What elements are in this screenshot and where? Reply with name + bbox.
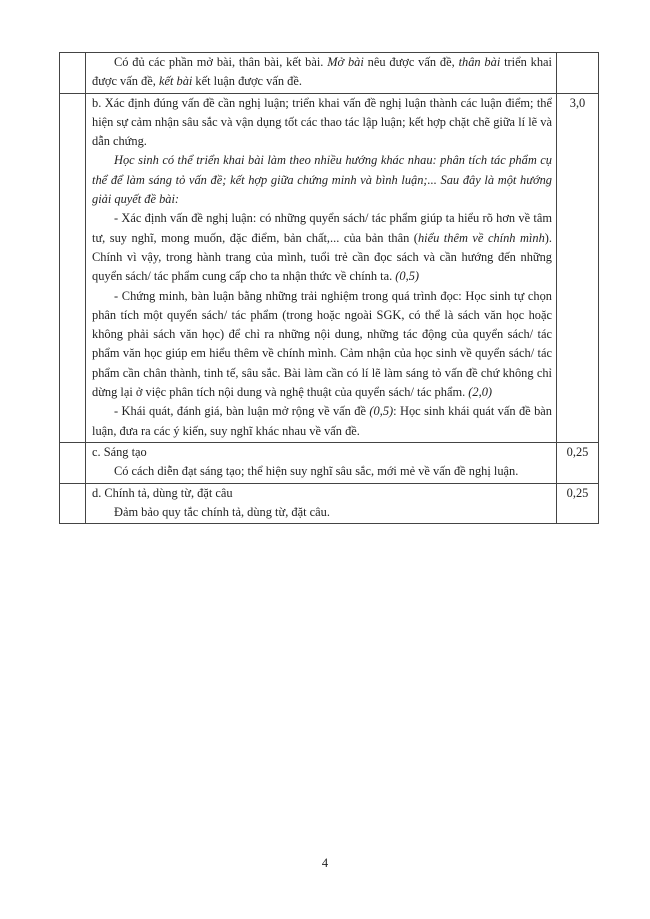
page-number: 4 — [321, 856, 329, 870]
criterion-d-score: 0,25 — [557, 483, 599, 524]
criterion-d-heading: d. Chính tả, dùng từ, đặt câu — [92, 485, 233, 500]
rubric-index-cell — [60, 93, 86, 442]
grading-rubric-table — [59, 52, 599, 524]
rubric-row-d — [60, 483, 599, 524]
rubric-row-b — [60, 93, 599, 442]
structure-criterion-text: Có đủ các phần mở bài, thân bài, kết bài. Mở bài nêu được vấn đề, thân bài triển khai được vấn đề, kết bài kết luận được vấn đề. — [92, 55, 552, 89]
criterion-c-text: Có cách diễn đạt sáng tạo; thể hiện suy nghĩ sâu sắc, mới mẻ về vấn đề nghị luận. — [114, 464, 519, 479]
rubric-row-c — [60, 442, 599, 483]
criterion-b-point-3: - Khái quát, đánh giá, bàn luận mở rộng về vấn đề (0,5): Học sinh khái quát vấn đề bàn luận, đưa ra các ý kiến, suy nghĩ khác nhau về vấn đề. — [92, 404, 552, 438]
criterion-b-guide: Học sinh có thể triển khai bài làm theo nhiều hướng khác nhau: phân tích tác phẩm cụ thể để làm sáng tỏ vấn đề; kết hợp giữa chứng minh và bình luận;... Sau đây là một hướng giải quyết đề bài: — [92, 153, 552, 207]
criterion-c-heading: c. Sáng tạo — [92, 444, 147, 459]
rubric-content-cell — [86, 442, 557, 483]
rubric-score-cell — [557, 53, 599, 94]
criterion-b-heading: b. Xác định đúng vấn đề cần nghị luận; triển khai vấn đề nghị luận thành các luận điểm; thể hiện sự cảm nhận sâu sắc và vận dụng tốt các thao tác lập luận; kết hợp chặt chẽ giữa lí lẽ và dẫn chứng. — [92, 95, 552, 149]
rubric-content-cell — [86, 93, 557, 442]
criterion-d-text: Đảm bảo quy tắc chính tả, dùng từ, đặt câu. — [114, 504, 330, 519]
rubric-index-cell — [60, 53, 86, 94]
criterion-c-score: 0,25 — [557, 442, 599, 483]
rubric-index-cell — [60, 442, 86, 483]
criterion-b-point-1: - Xác định vấn đề nghị luận: có những quyển sách/ tác phẩm giúp ta hiểu rõ hơn về tâm tư, suy nghĩ, mong muốn, đặc điểm, bản chất,... của bản thân (hiểu thêm về chính mình). Chính vì vậy, trong hành trang của mình, tuổi trẻ cần đọc sách và cần hướng đến những quyển sách/ tác phẩm cung cấp cho ta nhận thức về chính ta. (0,5) — [92, 211, 553, 284]
rubric-row-structure — [60, 53, 599, 94]
criterion-b-score: 3,0 — [557, 93, 599, 442]
rubric-content-cell — [86, 483, 557, 524]
rubric-content-cell — [86, 53, 557, 94]
criterion-b-point-2: - Chứng minh, bàn luận bằng những trải nghiệm trong quá trình đọc: Học sinh tự chọn phân tích một quyển sách/ tác phẩm (trong hoặc ngoài SGK, có thể là sách văn học hoặc không phải sách văn học) để chỉ ra những nội dung, những tác động của quyển sách/ tác phẩm văn học giúp em hiểu thêm về chính mình. Cảm nhận của học sinh về quyển sách/ tác phẩm cần chân thành, tinh tế, sâu sắc. Bài làm cần có lí lẽ làm sáng tỏ vấn đề chứ không chỉ dừng lại ở việc phân tích nội dung và nghệ thuật của quyển sách/ tác phẩm. (2,0) — [92, 288, 552, 400]
rubric-index-cell — [60, 483, 86, 524]
